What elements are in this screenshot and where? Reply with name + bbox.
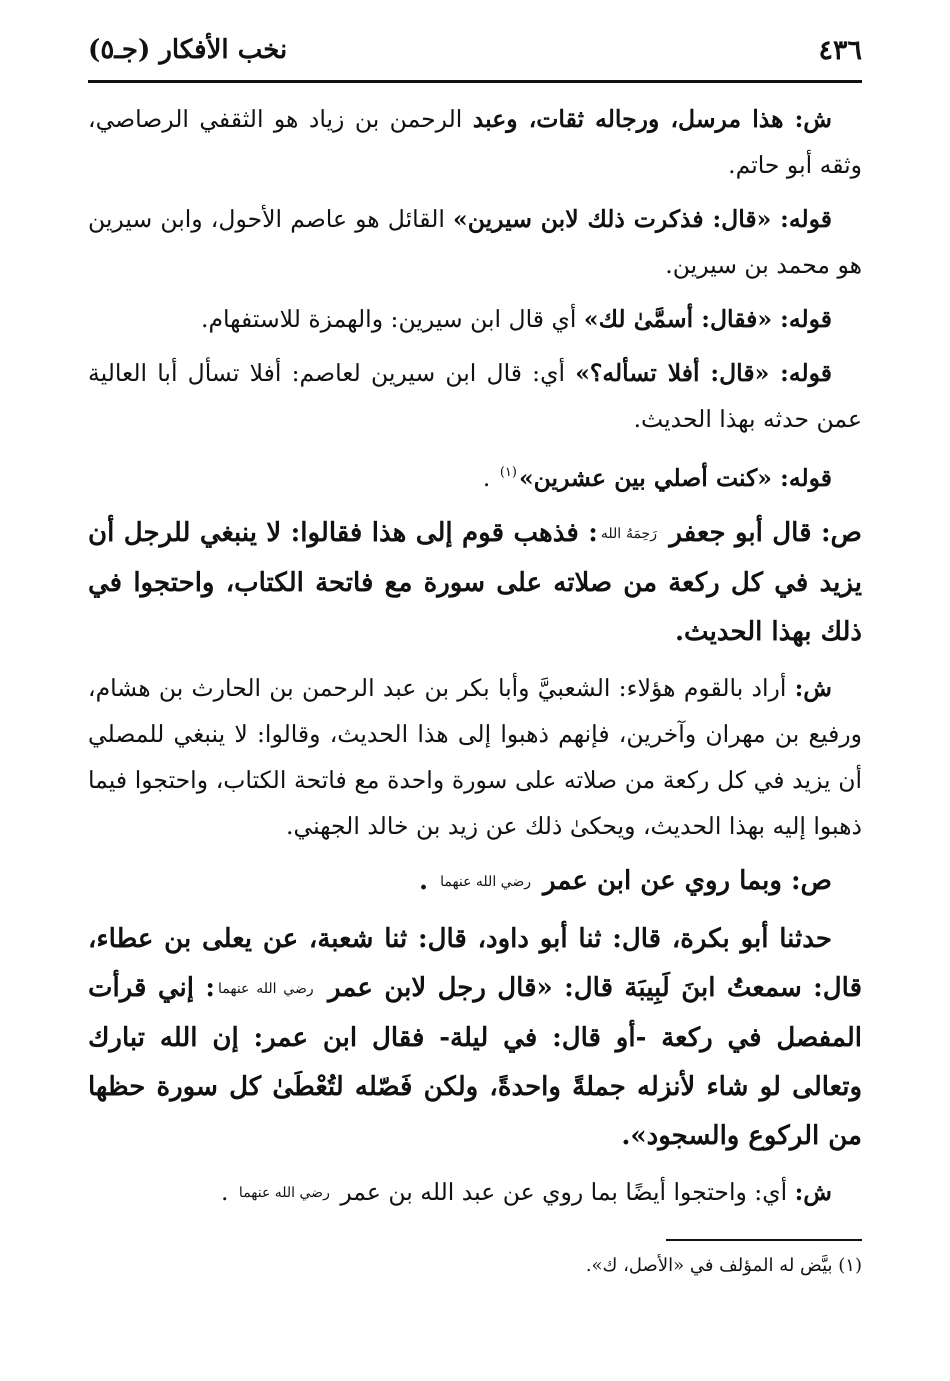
footnote-reference: (١) xyxy=(499,465,517,480)
paragraph-commentary-2 xyxy=(88,196,862,288)
paragraph-end: . xyxy=(220,1178,229,1206)
paragraph-end: . xyxy=(418,866,429,896)
honorific-glyph: رضي الله عنهما xyxy=(238,1185,330,1201)
paragraph-text: : إني قرأت المفصل في ركعة -أو قال: في ليلة- فقال ابن عمر: إن الله تبارك وتعالى لو شاء لأنزله جملةً واحدةً، ولكن فَصّله لتُعْطَىٰ كل سورة حظها من الركوع والسجود». xyxy=(88,973,862,1151)
paragraph-end: . xyxy=(482,464,491,492)
paragraph-text: أراد بالقوم هؤلاء: الشعبيَّ وأبا بكر بن عبد الرحمن بن الحارث بن هشام، ورفيع بن مهران وآخرين، فإنهم ذهبوا إلى هذا الحديث، وقالوا: لا ينبغي للمصلي أن يزيد في كل ركعة من صلاته على سورة واحدة مع فاتحة الكتاب، واحتجوا فيما ذهبوا إليه بهذا الحديث، ويحكىٰ ذلك عن زيد بن خالد الجهني. xyxy=(88,674,862,840)
paragraph-text: أي قال ابن سيرين: والهمزة للاستفهام. xyxy=(200,305,577,333)
paragraph-text: أي: واحتجوا أيضًا بما روي عن عبد الله بن عمر xyxy=(340,1178,788,1206)
paragraph-text: القائل هو عاصم الأحول، وابن سيرين هو محمد بن سيرين. xyxy=(88,205,862,279)
paragraph-lead: قوله: «قال: فذكرت ذلك لابن سيرين» xyxy=(453,205,832,233)
paragraph-isnad xyxy=(88,915,862,1161)
page-header xyxy=(88,28,862,72)
paragraph-source-text-2 xyxy=(88,857,862,907)
header-rule xyxy=(88,80,862,83)
paragraph-source-text-1 xyxy=(88,509,862,657)
paragraph-text: ص: وبما روي عن ابن عمر xyxy=(543,866,832,896)
paragraph-lead: قوله: «كنت أصلي بين عشرين» xyxy=(518,464,832,492)
paragraph-lead: قوله: «قال: أفلا تسأله؟» xyxy=(575,359,832,387)
honorific-glyph: رَحِمَهُ الله xyxy=(600,526,657,542)
paragraph-text: الرحمن بن زياد هو الثقفي الرصاصي، وثقه أبو حاتم. xyxy=(88,105,862,179)
paragraph-lead: ش: هذا مرسل، ورجاله ثقات، وعبد xyxy=(472,105,832,133)
paragraph-text: حدثنا أبو بكرة، قال: ثنا أبو داود، قال: ثنا شعبة، عن يعلى بن عطاء، قال: سمعتُ ابنَ لَبِيبَة قال: «قال رجل لابن عمر xyxy=(88,924,862,1003)
book-title: نخب الأفكار (جـ٥) xyxy=(88,35,288,65)
footnote-rule xyxy=(666,1239,862,1241)
honorific-glyph: رضي الله عنهما xyxy=(440,874,531,890)
paragraph-lead: ش: xyxy=(794,1178,832,1206)
footnote-text: (١) بيَّض له المؤلف في «الأصل، ك». xyxy=(585,1255,862,1276)
paragraph-commentary-6 xyxy=(88,665,862,849)
paragraph-commentary-4 xyxy=(88,350,862,442)
paragraph-lead: قوله: «فقال: أسمَّىٰ لك» xyxy=(583,305,832,333)
main-text xyxy=(88,96,862,1224)
paragraph-commentary-3 xyxy=(88,296,862,342)
footnote xyxy=(88,1250,862,1282)
paragraph-text: : فذهب قوم إلى هذا فقالوا: لا ينبغي للرجل أن يزيد في كل ركعة من صلاته على سورة مع فاتحة الكتاب، واحتجوا في ذلك بهذا الحديث. xyxy=(88,518,862,647)
paragraph-commentary-1 xyxy=(88,96,862,188)
paragraph-lead: ش: xyxy=(794,674,832,702)
paragraph-text: ص: قال أبو جعفر xyxy=(669,518,862,548)
paragraph-commentary-7 xyxy=(88,1169,862,1216)
paragraph-text: أي: قال ابن سيرين لعاصم: أفلا تسأل أبا العالية عمن حدثه بهذا الحديث. xyxy=(88,359,862,433)
paragraph-commentary-5 xyxy=(88,450,862,501)
page-number: ٤٣٦ xyxy=(818,34,862,66)
honorific-glyph: رضي الله عنهما xyxy=(218,981,314,997)
